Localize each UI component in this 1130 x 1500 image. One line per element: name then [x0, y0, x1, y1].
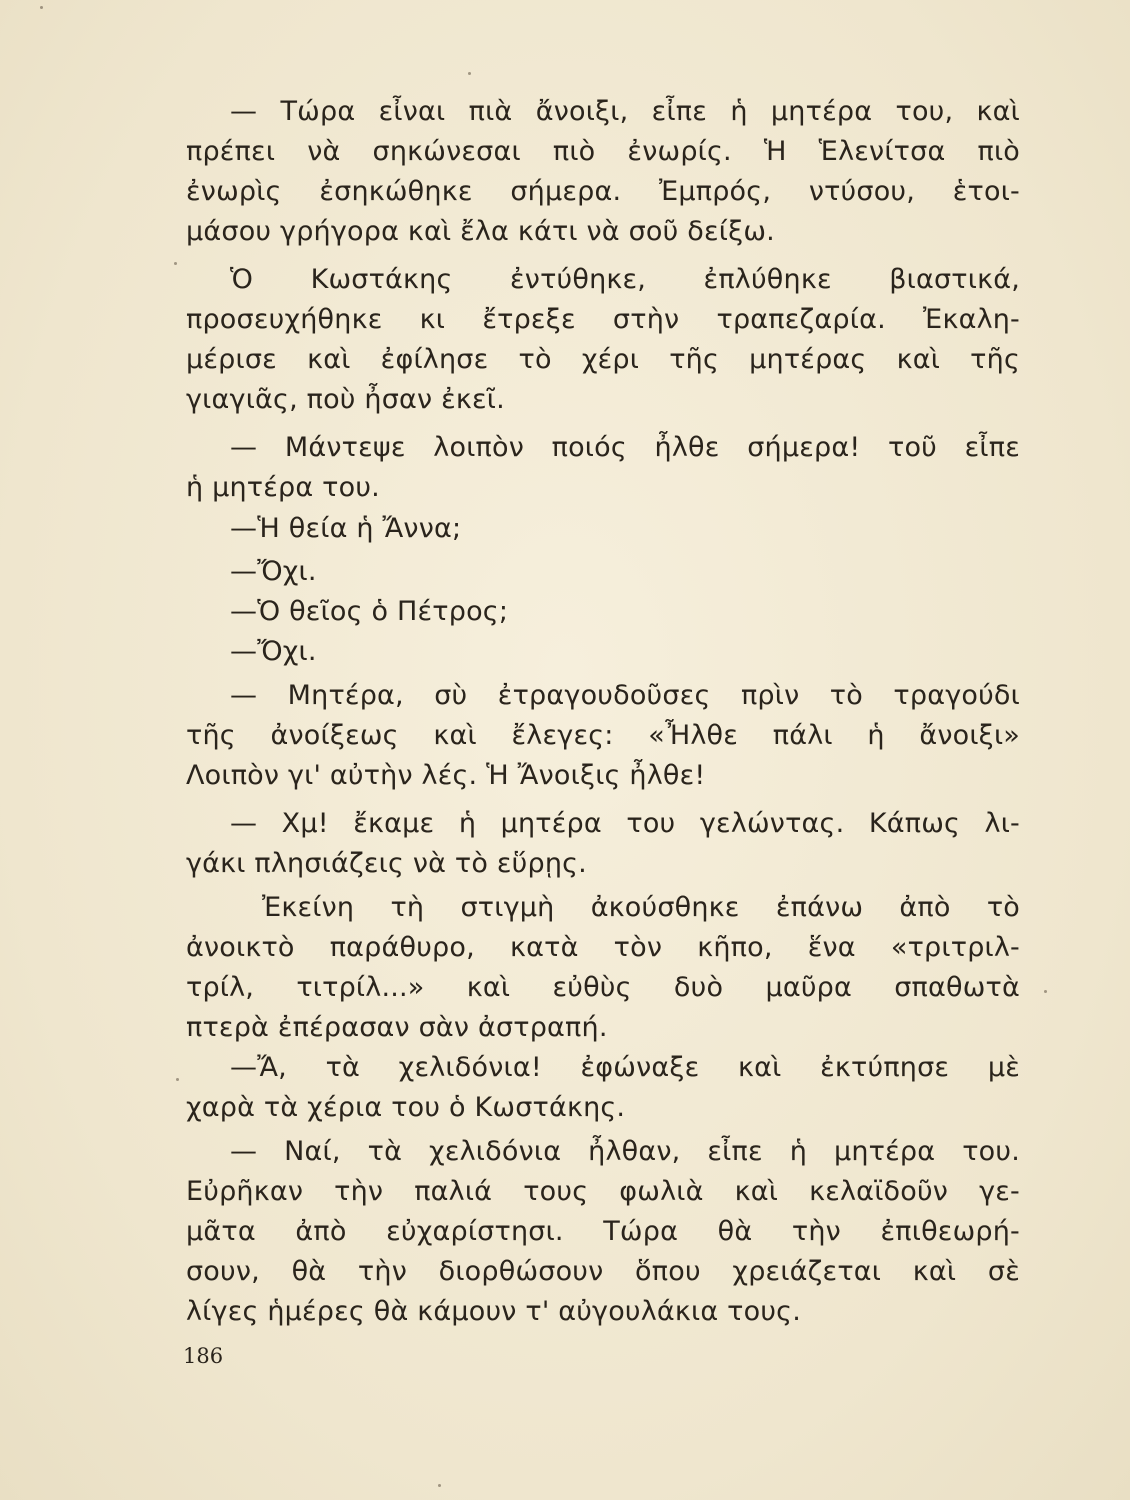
text-line: — Μητέρα, σὺ ἐτραγουδοῦσες πρὶν τὸ τραγούδι: [230, 680, 1020, 711]
text-line: σουν, θὰ τὴν διορθώσουν ὅπου χρειάζεται καὶ σὲ: [186, 1256, 1020, 1287]
text-line: χαρὰ τὰ χέρια του ὁ Κωστάκης.: [186, 1092, 626, 1123]
text-line: πτερὰ ἐπέρασαν σὰν ἀστραπή.: [186, 1012, 608, 1043]
dialogue-line: —Ὄχι.: [230, 636, 317, 667]
text-line: τῆς ἀνοίξεως καὶ ἔλεγες: «Ἦλθε πάλι ἡ ἄνοιξι»: [186, 720, 1020, 751]
paper-speck: [438, 1484, 441, 1487]
text-line: ἀνοικτὸ παράθυρο, κατὰ τὸν κῆπο, ἕνα «τριτριλ-: [186, 932, 1020, 963]
paper-speck: [176, 1078, 179, 1081]
page-number: 186: [183, 1344, 224, 1368]
text-line: μᾶτα ἀπὸ εὐχαρίστησι. Τώρα θὰ τὴν ἐπιθεωρή-: [186, 1216, 1020, 1247]
paper-speck: [40, 6, 43, 9]
text-line: ἐνωρὶς ἐσηκώθηκε σήμερα. Ἐμπρός, ντύσου, ἑτοι-: [186, 176, 1020, 207]
dialogue-line: —Ὁ θεῖος ὁ Πέτρος;: [230, 596, 509, 627]
paper-speck: [468, 72, 471, 75]
text-line: — Τώρα εἶναι πιὰ ἄνοιξι, εἶπε ἡ μητέρα του, καὶ: [230, 96, 1020, 127]
text-line: Εὐρῆκαν τὴν παλιά τους φωλιὰ καὶ κελαϊδοῦν γε-: [186, 1176, 1020, 1207]
dialogue-line: —Ἡ θεία ἡ Ἄννα;: [230, 513, 462, 544]
text-line: ἡ μητέρα του.: [186, 472, 380, 503]
text-line: — Ναί, τὰ χελιδόνια ἦλθαν, εἶπε ἡ μητέρα του.: [230, 1136, 1020, 1167]
text-line: μέρισε καὶ ἐφίλησε τὸ χέρι τῆς μητέρας καὶ τῆς: [186, 344, 1020, 375]
text-line: — Μάντεψε λοιπὸν ποιός ἦλθε σήμερα! τοῦ εἶπε: [230, 432, 1020, 463]
dialogue-line: —Ὄχι.: [230, 556, 317, 587]
text-line: —Ἄ, τὰ χελιδόνια! ἐφώναξε καὶ ἐκτύπησε μὲ: [230, 1052, 1020, 1083]
text-line: Ἐκείνη τὴ στιγμὴ ἀκούσθηκε ἐπάνω ἀπὸ τὸ: [262, 892, 1020, 923]
paper-speck: [174, 262, 177, 265]
text-line: Λοιπὸν γι' αὐτὴν λές. Ἡ Ἄνοιξις ἦλθε!: [186, 760, 706, 791]
text-line: προσευχήθηκε κι ἔτρεξε στὴν τραπεζαρία. Ἐκαλη-: [186, 304, 1020, 335]
text-line: πρέπει νὰ σηκώνεσαι πιὸ ἐνωρίς. Ἡ Ἑλενίτσα πιὸ: [186, 136, 1020, 167]
text-line: μάσου γρήγορα καὶ ἔλα κάτι νὰ σοῦ δείξω.: [186, 216, 775, 247]
text-line: λίγες ἡμέρες θὰ κάμουν τ' αὐγουλάκια τους.: [186, 1296, 801, 1327]
paper-speck: [1044, 990, 1047, 993]
text-line: Ὁ Κωστάκης ἐντύθηκε, ἐπλύθηκε βιαστικά,: [230, 264, 1020, 295]
text-line: — Χμ! ἔκαμε ἡ μητέρα του γελώντας. Κάπως λι-: [230, 808, 1020, 839]
text-line: γιαγιᾶς, ποὺ ἦσαν ἐκεῖ.: [186, 384, 505, 415]
text-line: γάκι πλησιάζεις νὰ τὸ εὕρῃς.: [186, 848, 587, 879]
text-line: τρίλ, τιτρίλ...» καὶ εὐθὺς δυὸ μαῦρα σπαθωτὰ: [186, 972, 1020, 1003]
